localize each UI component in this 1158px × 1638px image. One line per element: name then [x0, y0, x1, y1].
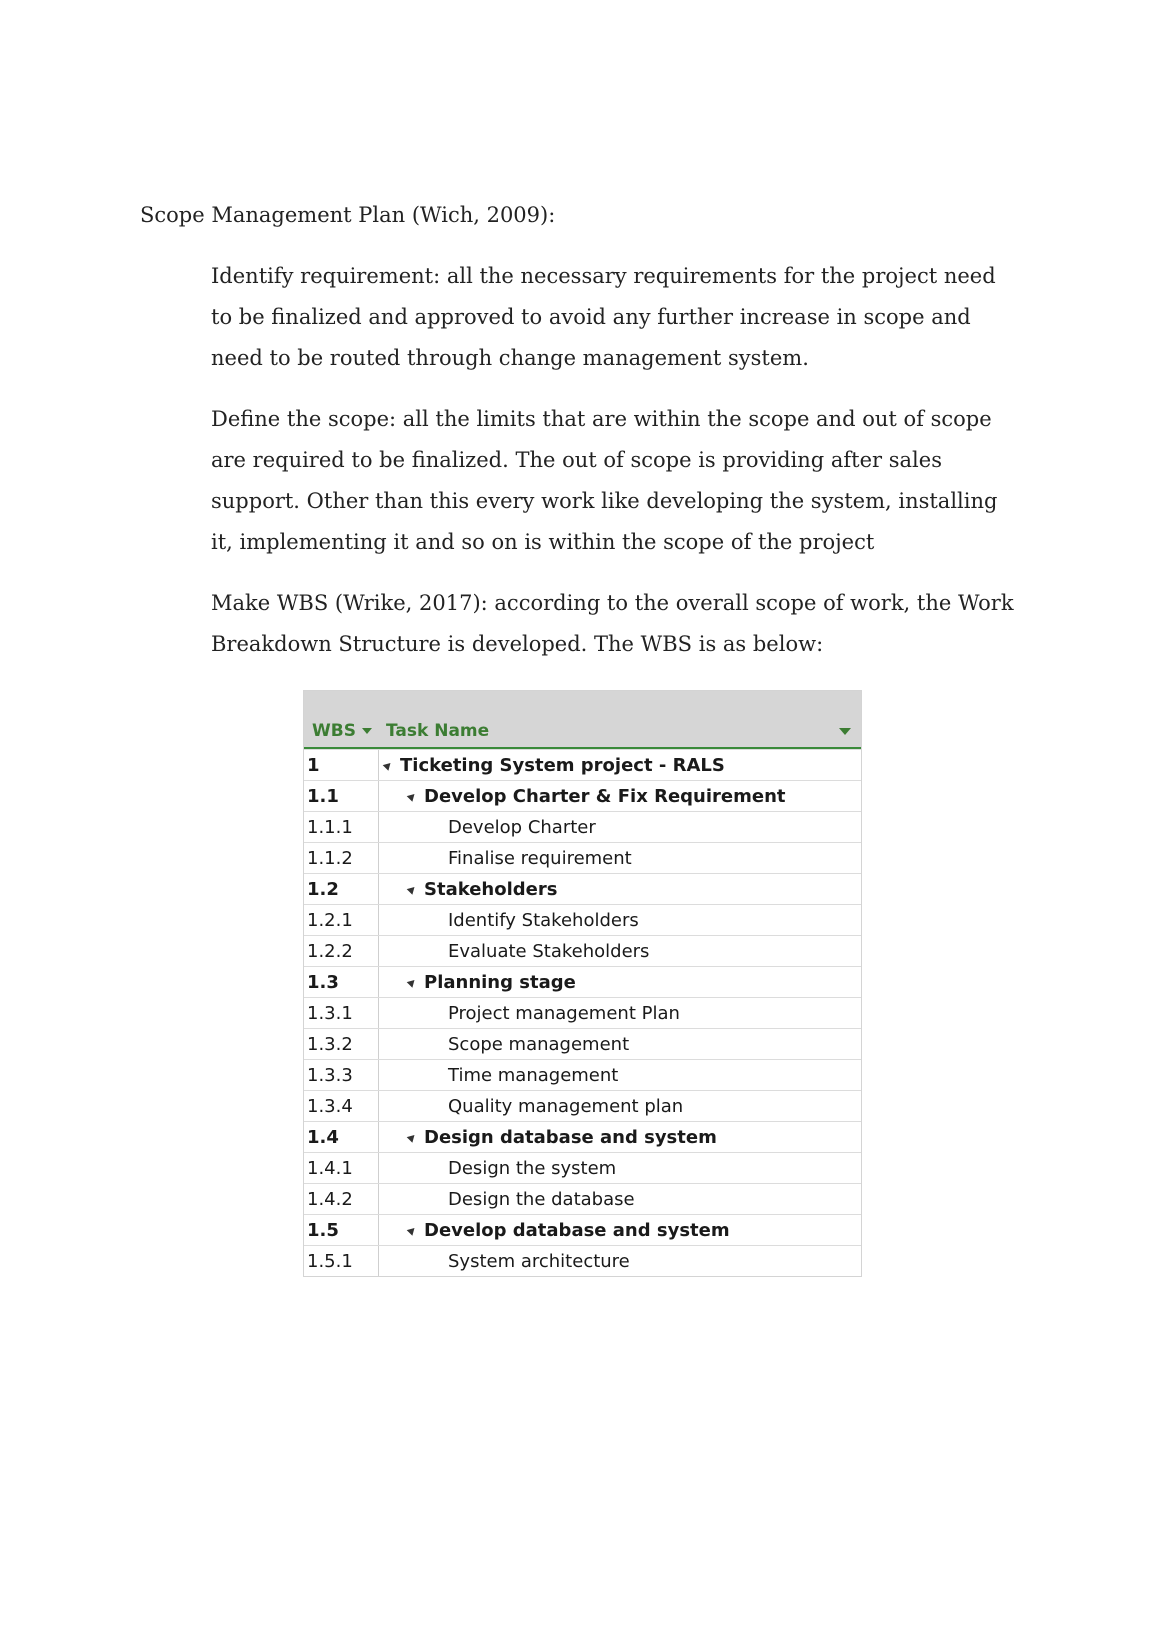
table-row	[304, 1059, 861, 1090]
table-row	[304, 935, 861, 966]
wbs-code: 1.5	[307, 1219, 339, 1241]
section-heading: Scope Management Plan (Wich, 2009):	[140, 203, 556, 227]
table-row	[304, 1121, 861, 1152]
table-row	[304, 1028, 861, 1059]
wbs-column-label: WBS	[312, 721, 356, 741]
wbs-table	[303, 690, 862, 1277]
task-name	[378, 1220, 730, 1241]
task-label: Stakeholders	[424, 878, 558, 900]
table-row	[304, 904, 861, 935]
filter-dropdown-icon[interactable]	[839, 728, 851, 735]
task-name: Project management Plan	[448, 1002, 680, 1024]
collapse-triangle-icon[interactable]	[407, 791, 418, 802]
collapse-triangle-icon[interactable]	[407, 1225, 418, 1236]
paragraph-identify-requirement: Identify requirement: all the necessary requirements for the project need to be finalized and approved to avoid any further increase in scope and need to be routed through change management system.	[211, 264, 996, 370]
table-row	[304, 780, 861, 811]
task-name: System architecture	[448, 1250, 630, 1272]
wbs-table-header	[304, 691, 861, 749]
wbs-code: 1.4	[307, 1126, 339, 1148]
task-name: Scope management	[448, 1033, 630, 1055]
wbs-code: 1.1	[307, 785, 339, 807]
table-row	[304, 842, 861, 873]
wbs-code: 1.3.1	[307, 1002, 353, 1024]
wbs-code: 1.3	[307, 971, 339, 993]
wbs-code: 1.5.1	[307, 1250, 353, 1272]
task-name: Develop Charter	[448, 816, 596, 838]
task-name: Identify Stakeholders	[448, 909, 639, 931]
task-name	[378, 972, 576, 993]
wbs-code: 1.2.1	[307, 909, 353, 931]
wbs-code: 1.4.1	[307, 1157, 353, 1179]
table-row	[304, 873, 861, 904]
wbs-code: 1.3.4	[307, 1095, 353, 1117]
wbs-column-header[interactable]	[312, 721, 372, 741]
table-row	[304, 1152, 861, 1183]
wbs-code: 1.2	[307, 878, 339, 900]
wbs-code: 1.1.2	[307, 847, 353, 869]
table-row	[304, 1090, 861, 1121]
task-label: Develop database and system	[424, 1219, 730, 1241]
task-label: Ticketing System project - RALS	[400, 754, 725, 776]
task-name: Design the database	[448, 1188, 635, 1210]
table-row	[304, 997, 861, 1028]
task-label: Design database and system	[424, 1126, 717, 1148]
collapse-triangle-icon[interactable]	[407, 1132, 418, 1143]
table-row	[304, 966, 861, 997]
wbs-code: 1.1.1	[307, 816, 353, 838]
task-name	[378, 1127, 717, 1148]
task-name: Design the system	[448, 1157, 617, 1179]
task-label: Planning stage	[424, 971, 576, 993]
table-row	[304, 1214, 861, 1245]
wbs-code: 1.2.2	[307, 940, 353, 962]
paragraph-make-wbs: Make WBS (Wrike, 2017): according to the overall scope of work, the Work Breakdown Structure is developed. The WBS is as below:	[211, 591, 1014, 656]
task-name: Evaluate Stakeholders	[448, 940, 650, 962]
collapse-triangle-icon[interactable]	[383, 760, 394, 771]
sort-arrow-icon	[362, 728, 372, 734]
task-name	[378, 755, 725, 776]
table-row	[304, 1183, 861, 1214]
wbs-rows	[304, 749, 861, 1276]
task-name	[378, 786, 786, 807]
task-name: Quality management plan	[448, 1095, 684, 1117]
collapse-triangle-icon[interactable]	[407, 884, 418, 895]
wbs-code: 1.3.3	[307, 1064, 353, 1086]
task-label: Develop Charter & Fix Requirement	[424, 785, 786, 807]
wbs-code: 1	[307, 754, 320, 776]
table-row	[304, 1245, 861, 1276]
task-name: Time management	[448, 1064, 619, 1086]
collapse-triangle-icon[interactable]	[407, 977, 418, 988]
paragraph-define-scope: Define the scope: all the limits that are within the scope and out of scope are required to be finalized. The out of scope is providing after sales support. Other than this every work like developing the system, installing it, implementing it and so on is within the scope of the project	[211, 407, 998, 554]
wbs-code: 1.4.2	[307, 1188, 353, 1210]
wbs-code: 1.3.2	[307, 1033, 353, 1055]
task-name	[378, 879, 557, 900]
task-name-column-header[interactable]: Task Name	[386, 721, 490, 741]
task-name: Finalise requirement	[448, 847, 632, 869]
table-row	[304, 811, 861, 842]
table-row	[304, 749, 861, 780]
